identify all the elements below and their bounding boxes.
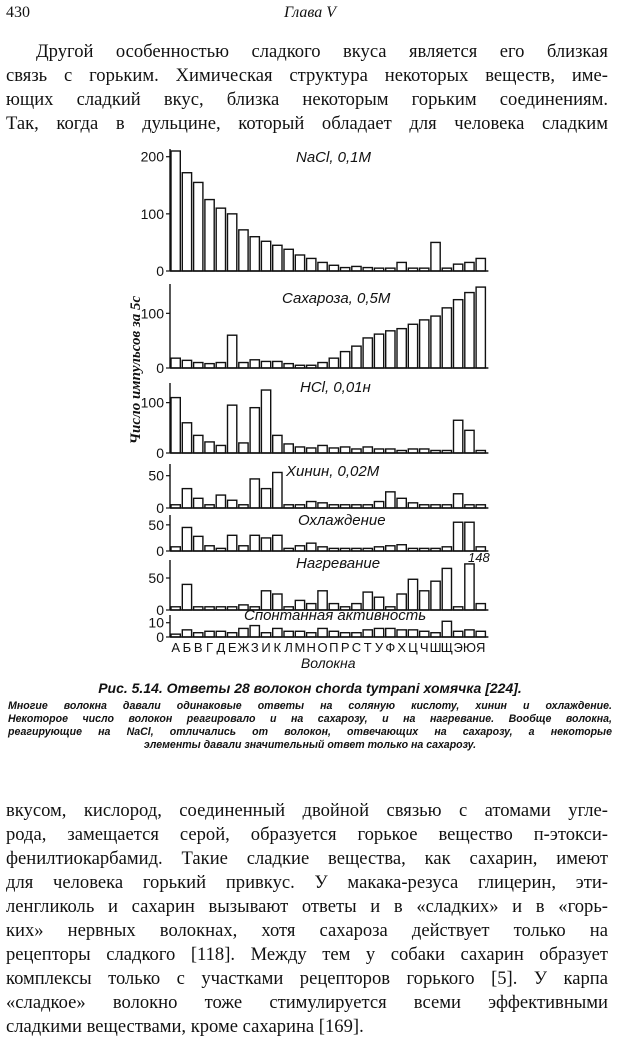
bar [352,505,361,508]
bar [442,450,451,453]
annotation-label: 148 [468,550,490,565]
series-label: Нагревание [296,555,381,572]
x-tick-label: З [250,640,259,655]
text-line: рода, замещается серой, образуется горькое вещество п-этокси- [6,824,608,845]
bar [386,628,395,637]
bar [420,268,429,271]
paragraph-bottom [6,799,608,1039]
bar [341,268,350,271]
bar [408,630,417,637]
running-head: Глава V [283,4,337,21]
bar [329,448,338,453]
bar [182,173,191,271]
bar [307,365,316,368]
bar [454,300,463,368]
bar [171,505,180,508]
bar [454,420,463,453]
series-label: Сахароза, 0,5M [282,290,391,307]
y-tick-label: 0 [156,263,164,279]
bar [363,505,372,508]
bar [386,268,395,271]
bar [205,442,214,453]
bar [295,631,304,637]
bar [329,548,338,551]
bar [239,505,248,508]
x-tick-label: У [374,640,384,655]
bar [397,545,406,551]
bar [216,607,225,610]
x-tick-label: К [273,640,282,655]
bar [420,320,429,368]
bar [420,505,429,508]
x-tick-label: Р [340,640,350,655]
bar [273,435,282,453]
bar [182,527,191,551]
x-tick-label: Т [363,640,372,655]
page-header [0,4,620,28]
x-tick-label: О [317,640,328,655]
bar [273,628,282,637]
bar [341,352,350,368]
bar [216,363,225,368]
y-tick-label: 0 [156,629,164,645]
bar [182,489,191,508]
caption-line: элементы давали значительный ответ только на сахарозу. [143,739,477,751]
bar [431,242,440,271]
bar [329,265,338,271]
bar [228,335,237,368]
bar [363,447,372,453]
bar [329,631,338,637]
bar [295,447,304,453]
bar [363,548,372,551]
bar [431,633,440,637]
bar [171,634,180,637]
bar [261,538,270,551]
bar [397,498,406,508]
y-tick-label: 0 [156,360,164,376]
bar [397,630,406,637]
bar [171,547,180,551]
bar [171,398,180,453]
bar [216,208,225,271]
bar [284,548,293,551]
bar [216,495,225,508]
bar [476,258,485,271]
bar [216,631,225,637]
y-tick-label: 50 [148,516,164,533]
x-tick-label: Щ [440,640,453,655]
bar [374,334,383,368]
bar [182,360,191,368]
caption-line: реагирующие на NaCl, отличались от волокон, отвечающих на сахарозу, а некоторые [8,726,612,738]
x-tick-label: Ч [419,640,429,655]
x-tick-label: П [329,640,339,655]
bar [408,579,417,610]
bar [476,287,485,368]
bar [408,324,417,368]
text-line: комплексы только с участками рецепторов горького [5]. У карпа [6,968,608,989]
figure-bar-charts [0,140,620,680]
bar [420,548,429,551]
bar [386,546,395,551]
text-line: связь с горьким. Химическая структура некоторых веществ, име- [6,65,608,86]
bar [397,450,406,453]
x-tick-label: Ю [462,640,477,655]
bar [341,447,350,453]
y-tick-label: 0 [156,445,164,461]
bar [431,548,440,551]
text-line: ких» нервных волокнах, хотя сахароза действует только на [6,920,608,941]
series-label: Спонтанная активность [244,607,427,624]
bar [318,547,327,551]
bar [363,338,372,368]
x-tick-label: Э [453,640,463,655]
figure-caption-body [8,700,612,752]
bar [476,505,485,508]
bar [295,546,304,551]
series-label: NaCl, 0,1M [296,149,372,166]
bar [352,548,361,551]
bar [363,268,372,271]
bar [194,536,203,551]
x-axis-title: Волокна [300,655,356,671]
bar [454,631,463,637]
bar [408,449,417,453]
bar [454,494,463,508]
bar [465,430,474,453]
bar [194,363,203,368]
bar [194,435,203,453]
bar [205,364,214,368]
bar [182,423,191,453]
bar [329,358,338,368]
y-tick-label: 100 [140,205,164,222]
bar [442,308,451,368]
bar [250,360,259,368]
bar [239,363,248,368]
y-tick-label: 50 [148,467,164,484]
bar [442,505,451,508]
y-tick-label: 50 [148,570,164,586]
bar [318,445,327,453]
bar [205,505,214,508]
bar [307,258,316,271]
bar [329,505,338,508]
bar [273,245,282,271]
bar [352,266,361,271]
bar [374,547,383,551]
bar [420,449,429,453]
figure-caption-title: Рис. 5.14. Ответы 28 волокон chorda tympani хомячка [224]. [98,680,522,696]
y-tick-label: 0 [156,500,164,516]
bar [442,547,451,551]
bar [261,489,270,508]
bar [465,522,474,551]
text-line: для человека горький привкус. У макака-резуса глицерин, эти- [6,872,608,893]
bar [454,522,463,551]
bar [386,331,395,368]
text-line: сладкими веществами, кроме сахарина [169]. [6,1016,364,1037]
paragraph-top [6,40,608,136]
bar [284,631,293,637]
bar [261,633,270,637]
bar [228,607,237,610]
caption-line: Некоторое число волокон реагировало и на сахарозу, и на нагревание. Вообще волокна, [8,713,612,725]
bar [284,364,293,368]
bar [239,443,248,453]
bar [465,262,474,271]
bar [205,607,214,610]
bar [408,503,417,508]
bar [442,268,451,271]
bar [228,405,237,453]
bar [273,472,282,508]
y-tick-label: 100 [140,394,164,411]
x-tick-label: Б [182,640,192,655]
bar [171,358,180,368]
bar [284,505,293,508]
bar [431,505,440,508]
bar [228,535,237,551]
x-tick-label: В [193,640,203,655]
x-tick-label: Е [227,640,237,655]
text-line: рецепторы сладкого [118]. Между тем у собаки сахарин образует [6,944,608,965]
text-line: ющих сладкий вкус, близка некоторым горьким соединениям. [6,89,608,110]
bar [171,607,180,610]
bar [284,249,293,271]
bar [182,584,191,610]
x-tick-label: Х [397,640,406,655]
bar [205,546,214,551]
x-tick-label: Ж [237,640,250,655]
bar [228,500,237,508]
bar [228,214,237,271]
y-tick-label: 200 [140,148,164,165]
y-tick-label: 100 [140,305,164,322]
bar [374,502,383,508]
text-line: вкусом, кислород, соединенный двойной связью с атомами угле- [6,800,608,821]
bar [307,448,316,453]
bar [318,628,327,637]
text-line: Так, когда в дульцине, который обладает для человека сладким [6,113,608,134]
bar [341,633,350,637]
bar [363,630,372,637]
bar [250,626,259,637]
bar [476,604,485,610]
bar [352,633,361,637]
y-tick-label: 10 [148,614,164,631]
bar [431,581,440,610]
bar [431,316,440,368]
bar [454,264,463,271]
bar [465,505,474,508]
bar [386,492,395,508]
bar [261,361,270,368]
text-line: Другой особенностью сладкого вкуса является его близкая [36,41,608,62]
bar [216,445,225,453]
bar [250,237,259,271]
bar [318,363,327,368]
bar [205,631,214,637]
x-tick-label: И [261,640,271,655]
bar [352,346,361,368]
bar [239,546,248,551]
bar [352,449,361,453]
x-tick-label: Ц [408,640,418,655]
bar [465,564,474,610]
bar [341,548,350,551]
text-line: фенилтиокарбамид. Такие сладкие вещества, как сахарин, имеют [6,848,608,869]
bar [408,268,417,271]
bar [318,262,327,271]
bar [273,361,282,368]
x-tick-label: Ш [429,640,442,655]
x-tick-label: Ф [385,640,396,655]
bar [273,535,282,551]
bar [239,628,248,637]
bar [194,182,203,271]
bar [261,390,270,453]
bar [442,568,451,610]
series-label: HCl, 0,01н [300,379,371,396]
bar [182,630,191,637]
bar [250,479,259,508]
y-tick-label: 0 [156,602,164,618]
bar [295,365,304,368]
bar [295,505,304,508]
series-label: Охлаждение [298,512,386,529]
bar [194,498,203,508]
text-line: ленгликоль и сахарин вызывают ответы и в «сладких» и в «горь- [6,896,608,917]
series-label: Хинин, 0,02M [286,463,380,480]
page-number: 430 [6,4,30,21]
bar [476,631,485,637]
bar [397,262,406,271]
x-tick-label: Н [306,640,316,655]
bar [318,503,327,508]
bar [205,200,214,271]
x-tick-label: Д [216,640,226,655]
bar [171,151,180,271]
chart-svg [0,140,620,680]
bar [374,268,383,271]
bar [465,293,474,368]
bar [408,548,417,551]
x-tick-label: Л [284,640,293,655]
bar [341,505,350,508]
x-tick-label: Я [476,640,486,655]
bar [420,631,429,637]
bar [194,633,203,637]
bar [261,241,270,271]
bar [295,255,304,271]
bar [374,628,383,637]
bar [476,450,485,453]
bar [307,543,316,551]
bar [442,621,451,637]
y-tick-label: 0 [156,543,164,559]
x-tick-label: М [294,640,306,655]
bar [284,444,293,453]
bar [307,633,316,637]
y-axis-title: Число импульсов за 5с [128,295,144,445]
x-tick-label: Г [206,640,214,655]
bar [374,449,383,453]
bar [431,450,440,453]
bar [465,630,474,637]
bar [397,329,406,368]
bar [454,607,463,610]
bar [216,548,225,551]
x-tick-label: А [171,640,180,655]
bar [307,502,316,508]
bar [239,230,248,271]
text-line: «сладкое» волокно тоже стимулируется всеми эффективными [6,992,608,1013]
caption-line: Многие волокна давали одинаковые ответы на соляную кислоту, хинин и охлаждение. [8,700,612,712]
x-tick-label: С [351,640,362,655]
bar [194,607,203,610]
bar [228,633,237,637]
bar [250,535,259,551]
bar [250,408,259,453]
bar [386,449,395,453]
